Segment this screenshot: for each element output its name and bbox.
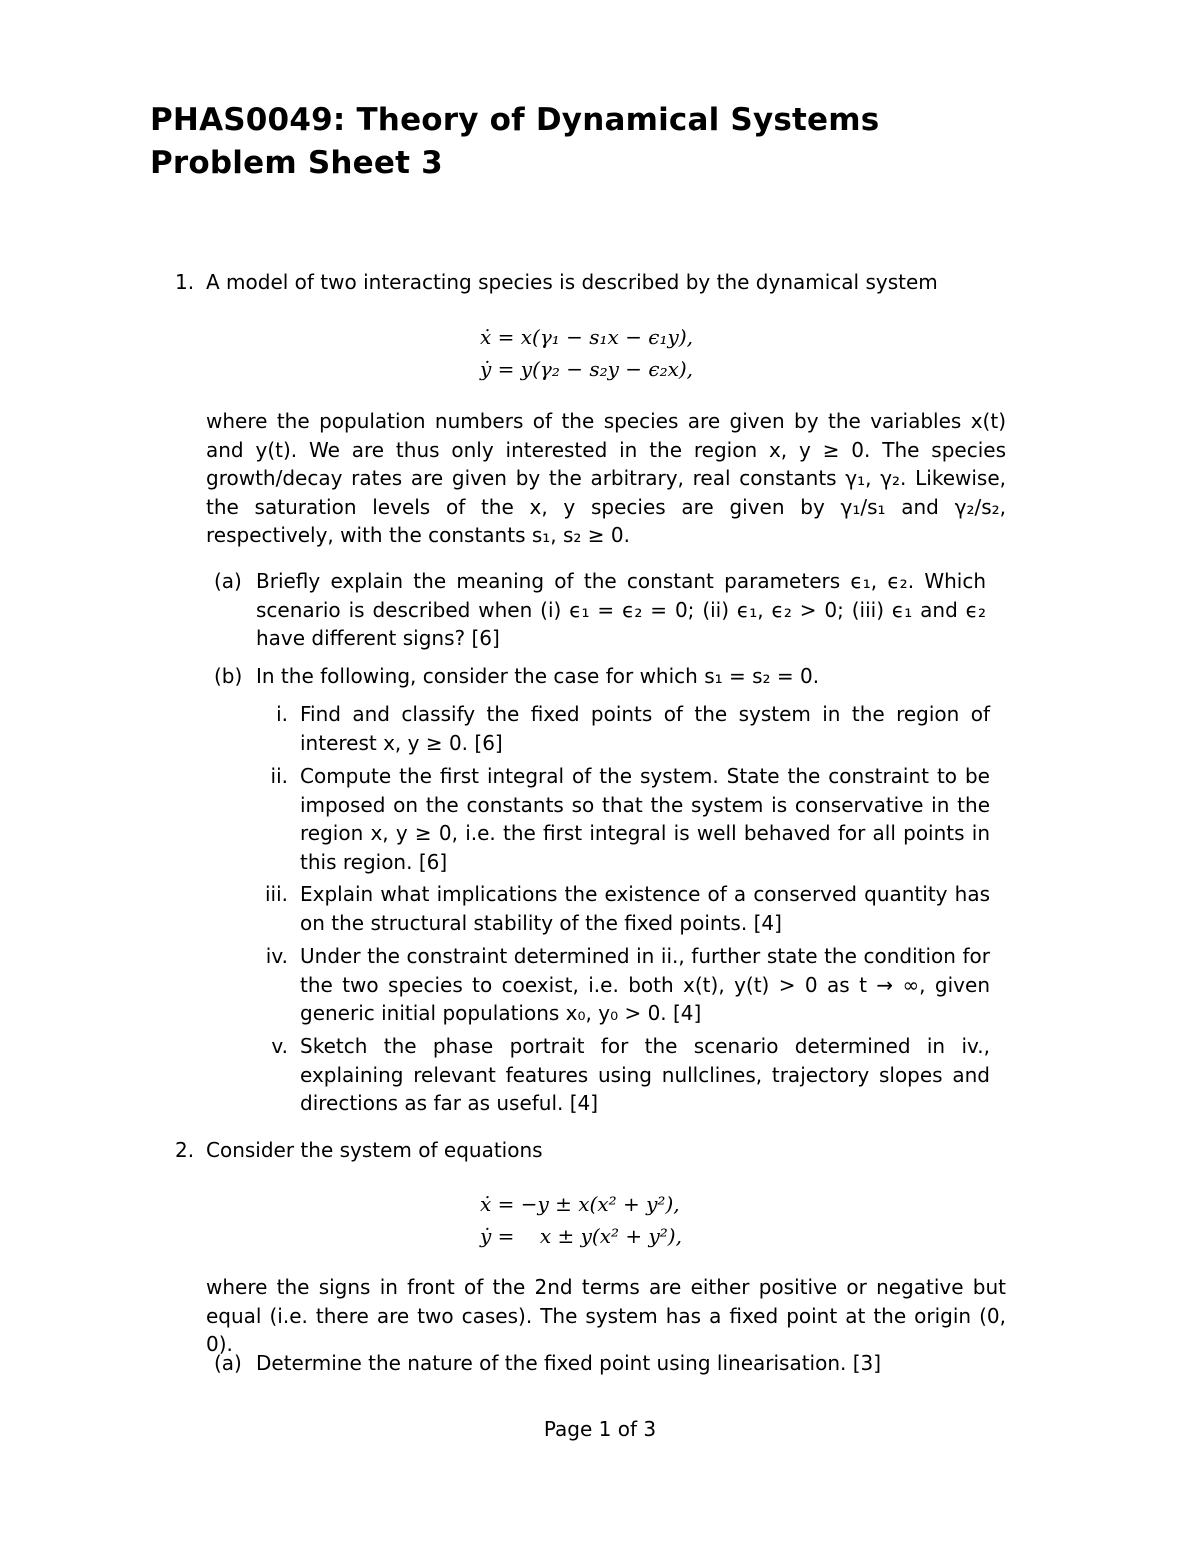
question-1-equation-1: ẋ = x(γ₁ − s₁x − ϵ₁y),: [480, 325, 693, 349]
question-1b-item-text: Compute the first integral of the system. State the constraint to be imposed on the constants so that the system is conservative in the region x, y ≥ 0, i.e. the first integral is well behaved for all points in this region. [6]: [300, 764, 990, 874]
question-1b-item-label: iv.: [265, 944, 288, 968]
question-1b-item-text: Under the constraint determined in ii., further state the condition for the two species to coexist, i.e. both x(t), y(t) > 0 as t → ∞, given generic initial populations x₀, y₀ > 0. [4]: [300, 944, 990, 1025]
question-1-equation-2: ẏ = y(γ₂ − s₂y − ϵ₂x),: [480, 357, 694, 381]
question-1a-text: Briefly explain the meaning of the constant parameters ϵ₁, ϵ₂. Which scenario is described when (i) ϵ₁ = ϵ₂ = 0; (ii) ϵ₁, ϵ₂ > 0; (iii) ϵ₁ and ϵ₂ have different signs? [6]: [256, 569, 986, 650]
question-1-number: 1.: [175, 270, 195, 294]
question-1-body: where the population numbers of the species are given by the variables x(t) and y(t). We are thus only interested in the region x, y ≥ 0. The species growth/decay rates are given by the arbitrary, real constants γ₁, γ₂. Likewise, the saturation levels of the x, y species are given by γ₁/s₁ and γ₂/s₂, respectively, with the constants s₁, s₂ ≥ 0.: [206, 409, 1006, 547]
question-1b-text: In the following, consider the case for which s₁ = s₂ = 0.: [256, 664, 820, 688]
question-1b-item-text: Sketch the phase portrait for the scenario determined in iv., explaining relevant features using nullclines, trajectory slopes and directions as far as useful. [4]: [300, 1034, 990, 1115]
question-1b-item-text: Find and classify the fixed points of the system in the region of interest x, y ≥ 0. [6]: [300, 702, 990, 755]
question-1b-item-label: v.: [271, 1034, 288, 1058]
question-2-number: 2.: [175, 1138, 195, 1162]
question-2-intro: Consider the system of equations: [206, 1138, 543, 1162]
page-number: Page 1 of 3: [543, 1417, 657, 1441]
question-2-body: where the signs in front of the 2nd terms are either positive or negative but equal (i.e. there are two cases). The system has a fixed point at the origin (0, 0).: [206, 1275, 1006, 1356]
page-title: PHAS0049: Theory of Dynamical Systems: [150, 102, 880, 138]
question-1-intro: A model of two interacting species is described by the dynamical system: [206, 270, 938, 294]
question-2a-label: (a): [214, 1351, 242, 1375]
question-1b-item-text: Explain what implications the existence of a conserved quantity has on the structural stability of the fixed points. [4]: [300, 882, 990, 935]
question-1b-item-label: ii.: [270, 764, 288, 788]
question-2-equation-2: ẏ = x ± y(x² + y²),: [480, 1224, 682, 1248]
page-subtitle: Problem Sheet 3: [150, 145, 443, 181]
question-2-equation-1: ẋ = −y ± x(x² + y²),: [480, 1192, 680, 1216]
question-1a-label: (a): [214, 569, 242, 593]
question-1b-item-label: iii.: [264, 882, 288, 906]
question-1b-label: (b): [214, 664, 243, 688]
question-1b-item-label: i.: [276, 702, 288, 726]
question-2a-text: Determine the nature of the fixed point using linearisation. [3]: [256, 1351, 882, 1375]
